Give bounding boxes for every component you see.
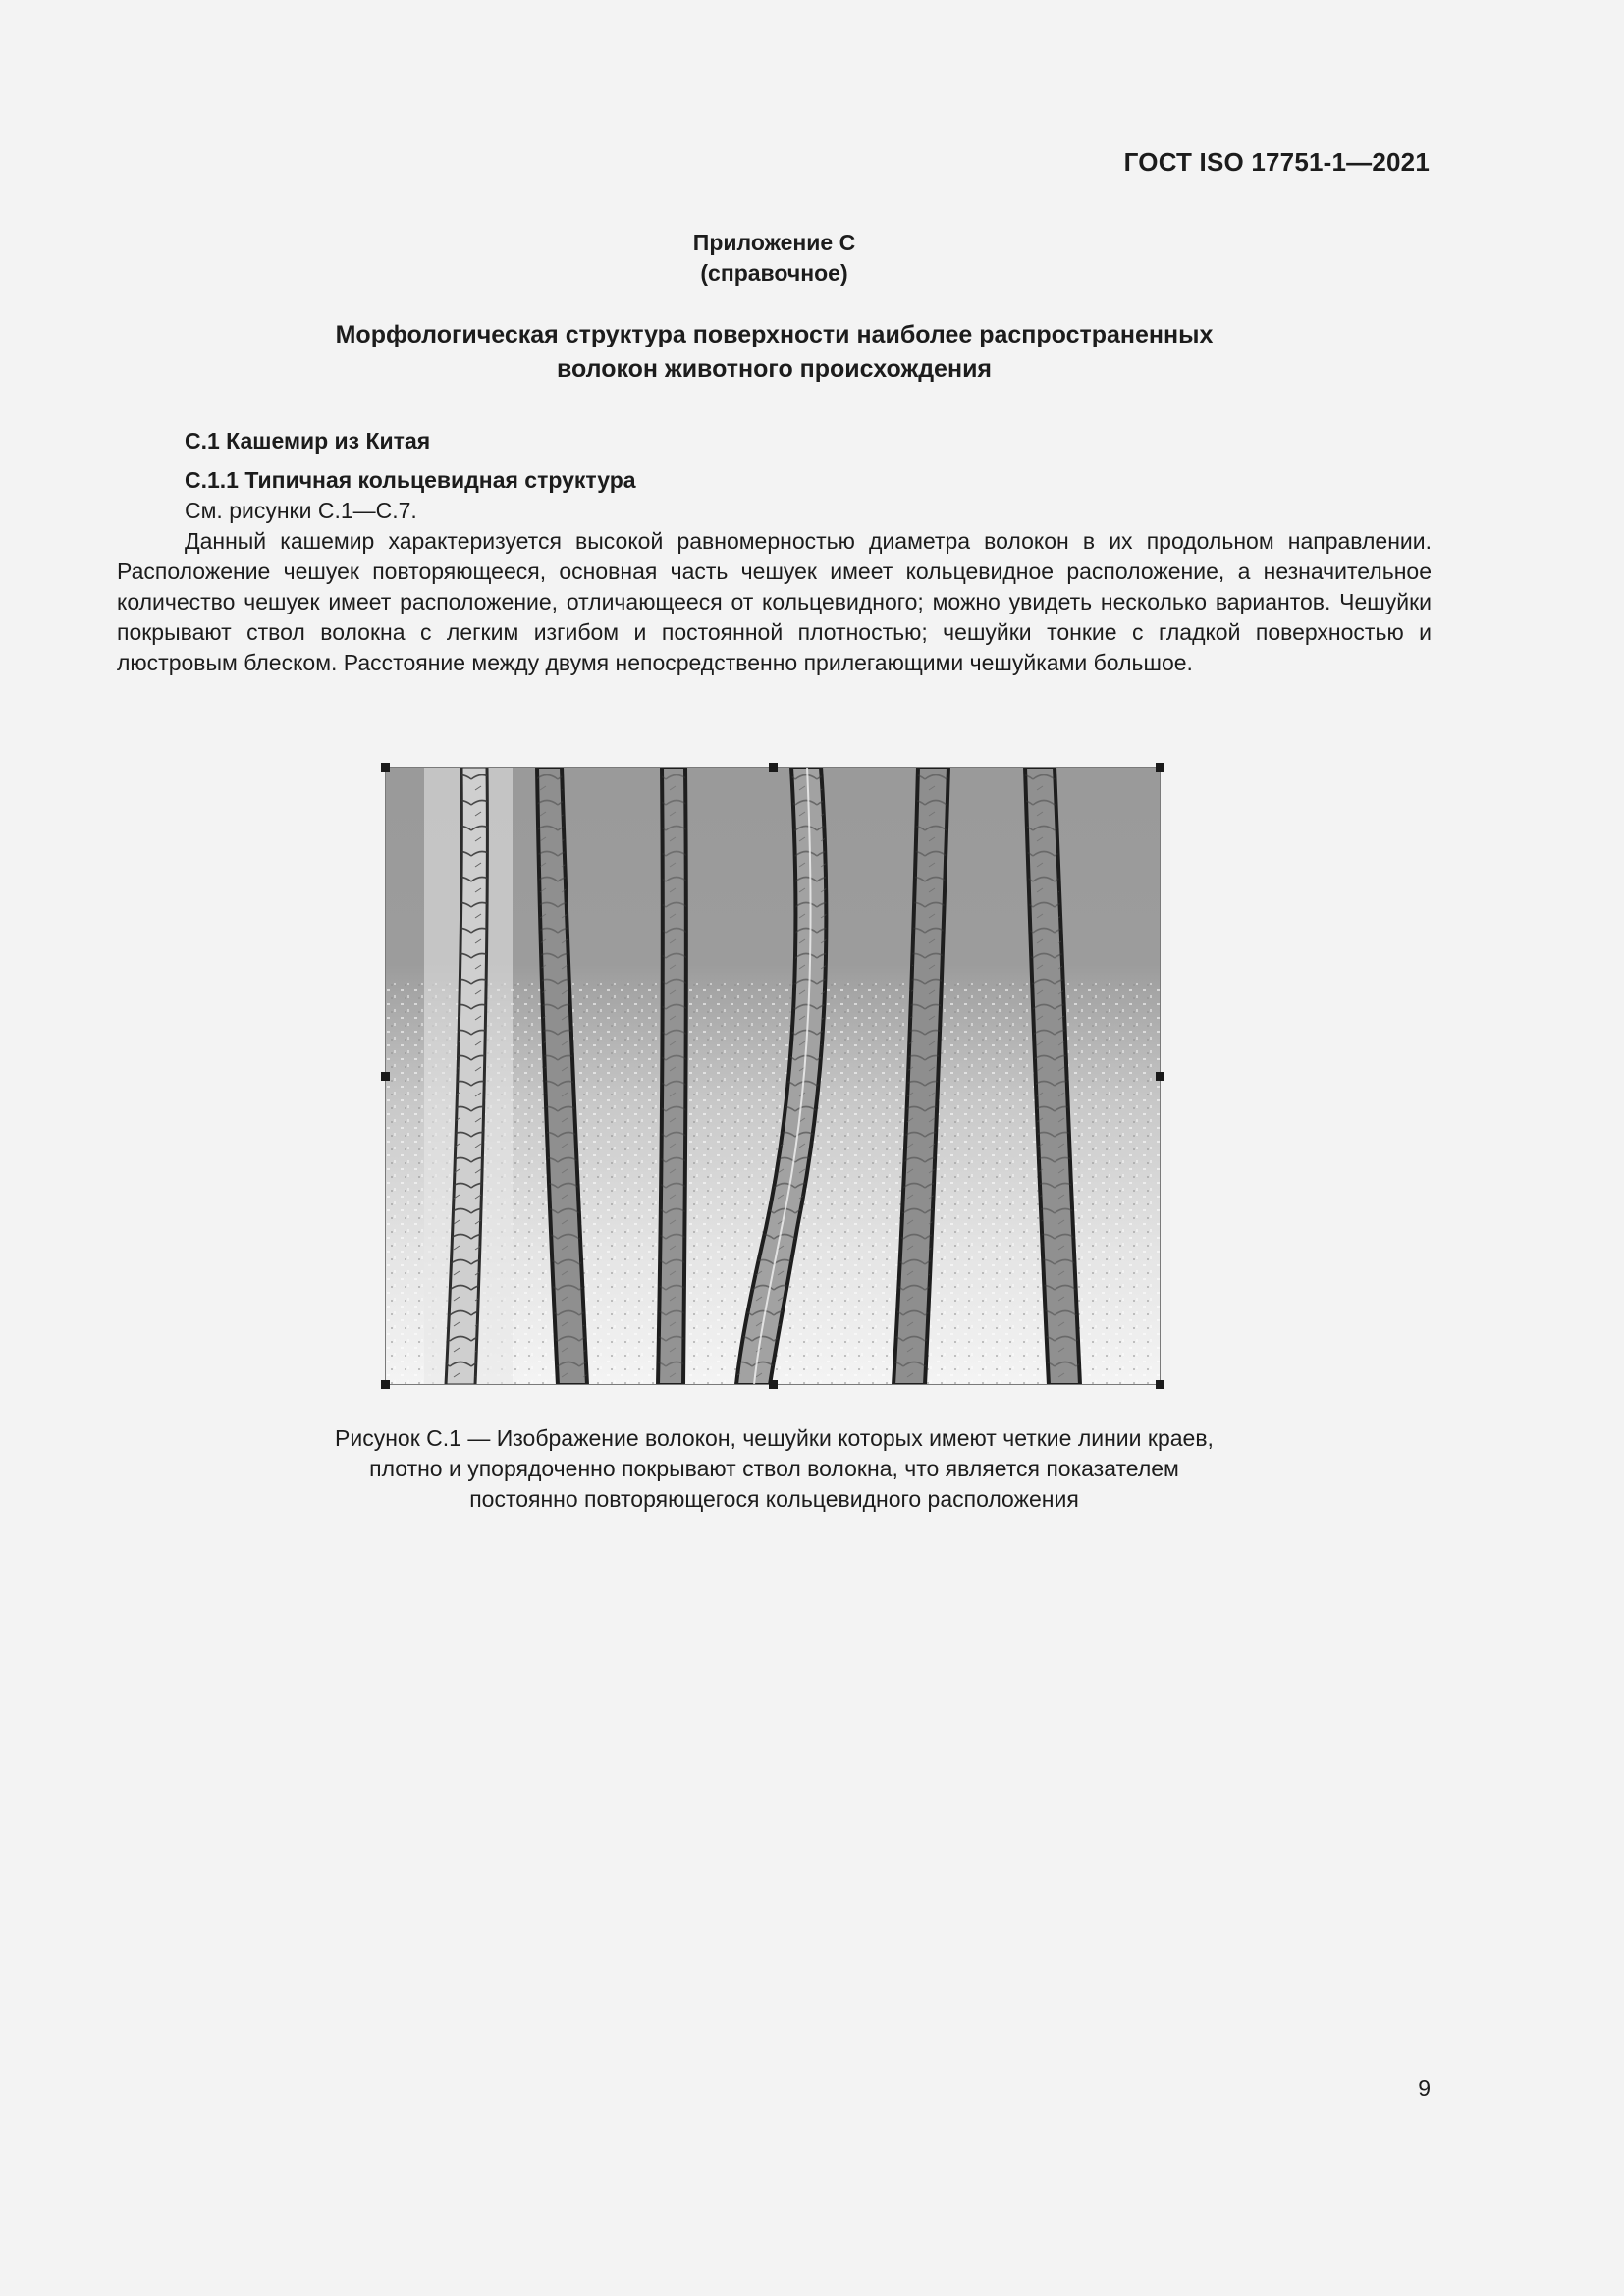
fiber-micrograph [385,767,1161,1385]
standard-code: ГОСТ ISO 17751-1—2021 [1123,147,1430,177]
page-number: 9 [1418,2075,1431,2101]
subsection-heading: С.1.1 Типичная кольцевидная структура [185,467,636,493]
section-heading: С.1 Кашемир из Китая [185,428,431,454]
annex-title-line1: Морфологическая структура поверхности наиболее распространенных [335,321,1214,348]
annex-title-line2: волокон животного происхождения [556,355,993,383]
caption-line1: Рисунок С.1 — Изображение волокон, чешуйки которых имеют четкие линии краев, [335,1425,1214,1451]
resize-handle [1156,1380,1164,1389]
resize-handle [381,1072,390,1081]
fiber-micrograph-image [385,767,1161,1385]
annex-title [0,318,1548,387]
resize-handle [769,763,778,772]
annex-type: (справочное) [700,260,848,286]
caption-line3: постоянно повторяющегося кольцевидного расположения [469,1486,1079,1512]
annex-heading [0,228,1548,289]
see-figures-text: См. рисунки С.1—С.7. [185,498,417,523]
resize-handle [1156,763,1164,772]
figure-caption [0,1423,1548,1515]
resize-handle [1156,1072,1164,1081]
caption-line2: плотно и упорядоченно покрывают ствол волокна, что является показателем [369,1456,1179,1481]
resize-handle [381,1380,390,1389]
resize-handle [769,1380,778,1389]
resize-handle [381,763,390,772]
body-paragraph: Данный кашемир характеризуется высокой равномерностью диаметра волокон в их продольном направлении. Расположение чешуек повторяющееся, основная часть чешуек имеет кольцевидное расположение, а незначительное количество чешуек имеет расположение, отличающееся от кольцевидного; можно увидеть несколько вариантов. Чешуйки покрывают ствол волокна с легким изгибом и постоянной плотностью; чешуйки тонкие с гладкой поверхностью и люстровым блеском. Расстояние между двумя непосредственно прилегающими чешуйками большое. [117,528,1432,675]
annex-label: Приложение С [692,230,856,255]
